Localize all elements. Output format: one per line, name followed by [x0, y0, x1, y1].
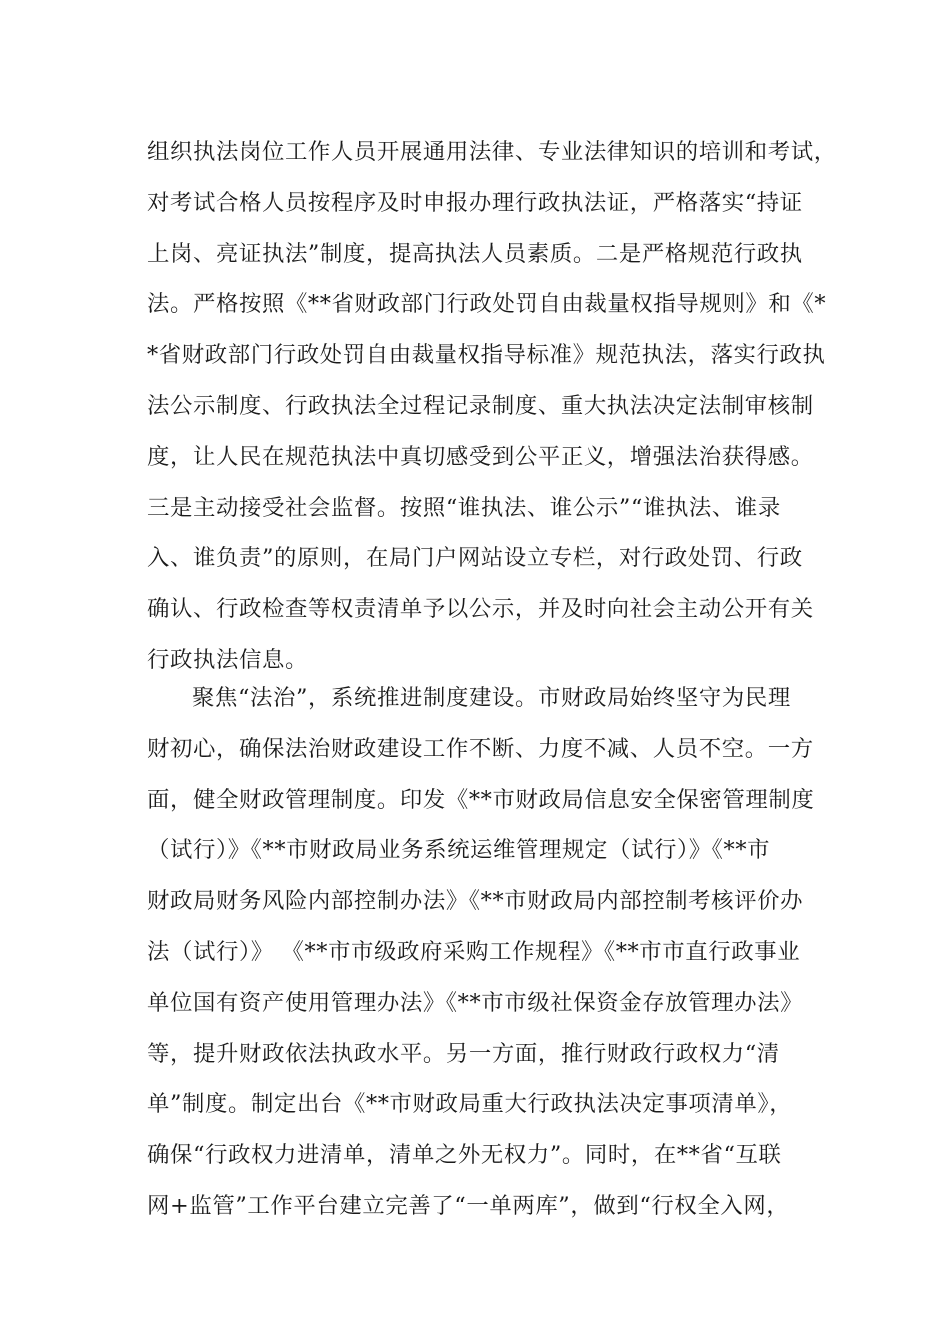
paragraph-2-line-2: 财初心，确保法治财政建设工作不断、力度不减、人员不空。一方: [147, 735, 814, 762]
paragraph-1-line-5: *省财政部门行政处罚自由裁量权指导标准》规范执法，落实行政执: [147, 342, 826, 369]
paragraph-2-line-3: 面，健全财政管理制度。印发《**市财政局信息安全保密管理制度: [147, 786, 815, 813]
paragraph-2-line-7: 单位国有资产使用管理办法》《**市市级社保资金存放管理办法》: [147, 989, 804, 1016]
paragraph-2-line-8: 等，提升财政依法执政水平。另一方面，推行财政行政权力“清: [147, 1040, 780, 1067]
paragraph-1-line-7: 度，让人民在规范执法中真切感受到公平正义，增强法治获得感。: [147, 443, 814, 470]
paragraph-2-line-6: 法（试行）》 《**市市级政府采购工作规程》《**市市直行政事业: [147, 938, 801, 965]
paragraph-2: [147, 673, 817, 1232]
paragraph-2-line-1: 聚焦“法治”，系统推进制度建设。市财政局始终坚守为民理: [192, 685, 791, 711]
paragraph-2-line-5: 财政局财务风险内部控制办法》《**市财政局内部控制考核评价办: [147, 888, 804, 915]
paragraph-1-line-3: 上岗、亮证执法”制度，提高执法人员素质。二是严格规范行政执: [147, 240, 803, 267]
paragraph-1-line-4: 法。严格按照《**省财政部门行政处罚自由裁量权指导规则》和《*: [147, 291, 827, 318]
paragraph-1-line-9: 入、谁负责”的原则，在局门户网站设立专栏，对行政处罚、行政: [147, 545, 803, 572]
paragraph-1-line-11: 行政执法信息。: [147, 646, 308, 673]
paragraph-1-line-10: 确认、行政检查等权责清单予以公示，并及时向社会主动公开有关: [147, 596, 814, 623]
paragraph-1-line-8: 三是主动接受社会监督。按照“谁执法、谁公示”“谁执法、谁录: [147, 494, 781, 521]
paragraph-1-line-2: 对考试合格人员按程序及时申报办理行政执法证，严格落实“持证: [147, 189, 803, 216]
paragraph-1-line-1: 组织执法岗位工作人员开展通用法律、专业法律知识的培训和考试，: [147, 139, 837, 165]
paragraph-1: [147, 127, 837, 686]
paragraph-2-line-10: 确保“行政权力进清单，清单之外无权力”。同时，在**省“互联: [147, 1142, 782, 1169]
paragraph-2-line-11: 网+监管”工作平台建立完善了“一单两库”，做到“行权全入网，: [147, 1192, 790, 1219]
paragraph-2-line-4: （试行）》《**市财政局业务系统运维管理规定（试行）》《**市: [147, 837, 771, 864]
paragraph-1-line-6: 法公示制度、行政执法全过程记录制度、重大执法决定法制审核制: [147, 392, 814, 419]
paragraph-2-line-9: 单”制度。制定出台《**市财政局重大行政执法决定事项清单》，: [147, 1091, 793, 1118]
